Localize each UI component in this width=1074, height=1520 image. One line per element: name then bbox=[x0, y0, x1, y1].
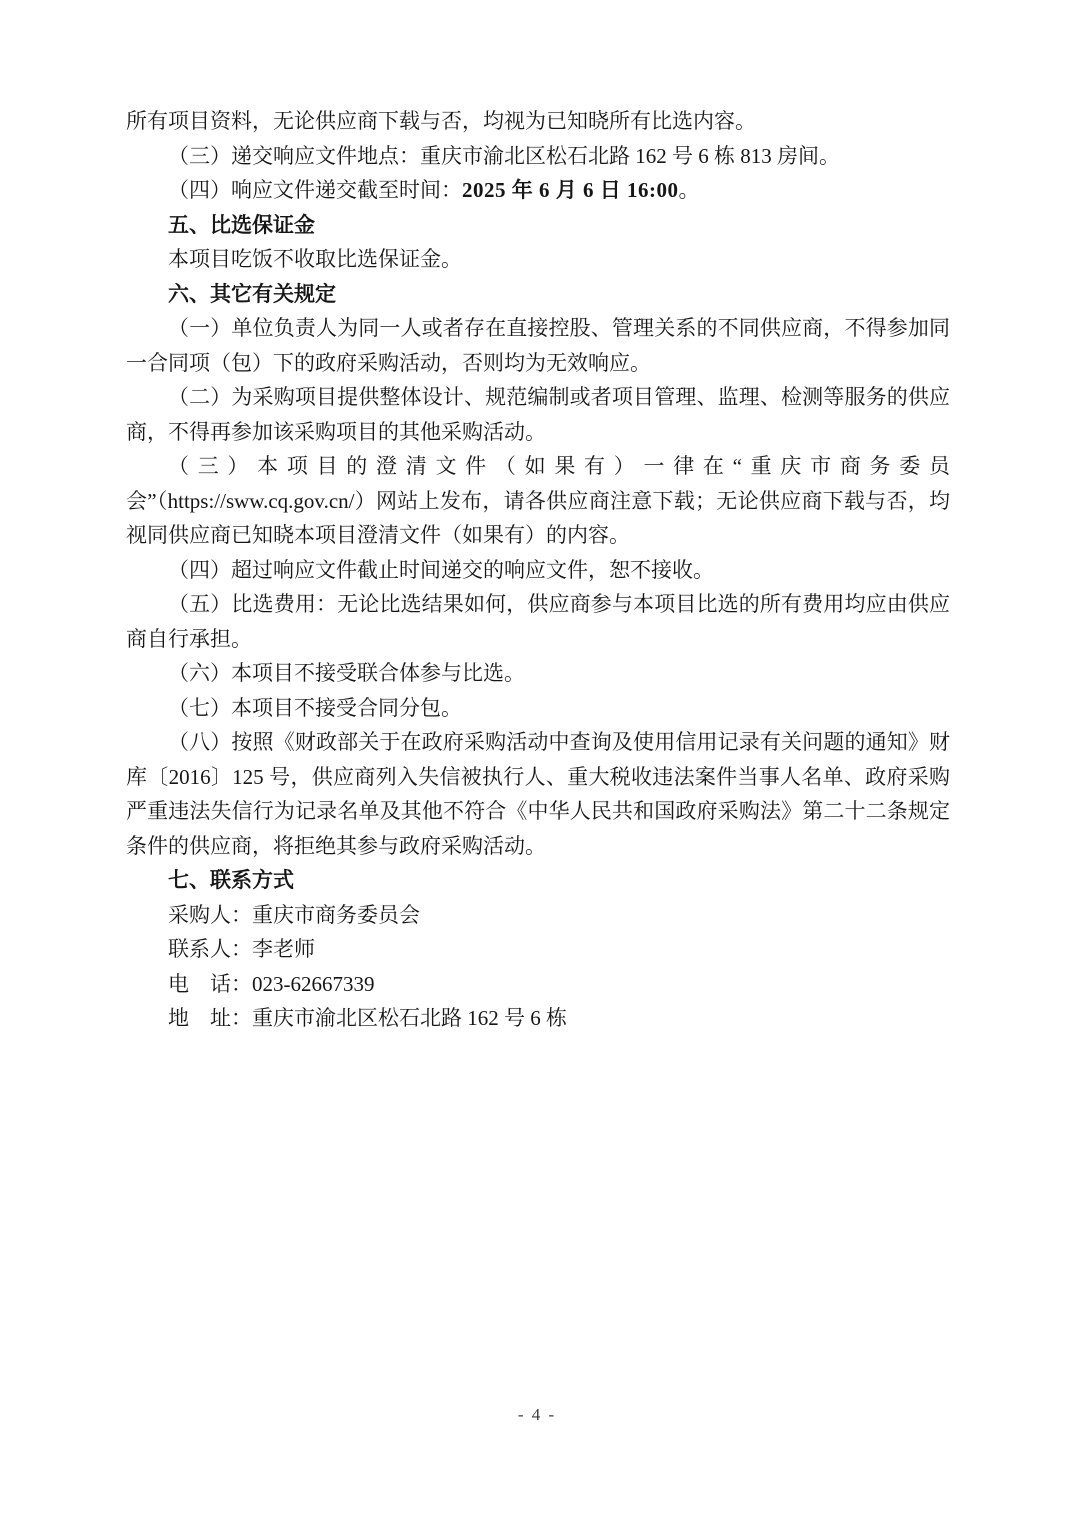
paragraph-item4-submission-deadline bbox=[126, 173, 950, 208]
contact-line-phone: 电 话：023-62667339 bbox=[168, 971, 375, 996]
paragraph-section6-item3: （三）本项目的澄清文件（如果有）一律在“重庆市商务委员会”（https://sww.cq.gov.cn/）网站上发布，请各供应商注意下载；无论供应商下载与否，均视同供应商已知晓本项目澄清文件（如果有）的内容。 bbox=[126, 454, 950, 547]
section5-heading-bid-deposit: 五、比选保证金 bbox=[168, 212, 315, 237]
paragraph-section6-item4: （四）超过响应文件截止时间递交的响应文件，恕不接收。 bbox=[168, 557, 714, 582]
deadline-datetime: 2025 年 6 月 6 日 16:00 bbox=[462, 178, 679, 202]
deadline-label: （四）响应文件递交截至时间： bbox=[168, 178, 462, 202]
paragraph-section6-item5: （五）比选费用：无论比选结果如何，供应商参与本项目比选的所有费用均应由供应商自行承担。 bbox=[126, 592, 950, 651]
paragraph-section6-item2: （二）为采购项目提供整体设计、规范编制或者项目管理、监理、检测等服务的供应商，不得再参加该采购项目的其他采购活动。 bbox=[126, 385, 950, 444]
section7-heading-contact-info: 七、联系方式 bbox=[168, 868, 294, 892]
paragraph-section6-item7: （七）本项目不接受合同分包。 bbox=[168, 695, 462, 720]
paragraph-section6-item1: （一）单位负责人为同一人或者存在直接控股、管理关系的不同供应商，不得参加同一合同项（包）下的政府采购活动，否则均为无效响应。 bbox=[126, 316, 950, 375]
contact-line-purchaser: 采购人：重庆市商务委员会 bbox=[168, 902, 420, 927]
page-number: - 4 - bbox=[517, 1405, 557, 1424]
section6-heading-other-provisions: 六、其它有关规定 bbox=[168, 281, 336, 306]
contact-line-contact-person: 联系人：李老师 bbox=[168, 937, 315, 961]
document-body bbox=[126, 104, 950, 1036]
deadline-period: 。 bbox=[678, 178, 700, 202]
paragraph-intro-tail: 所有项目资料，无论供应商下载与否，均视为已知晓所有比选内容。 bbox=[126, 109, 756, 133]
paragraph-section6-item6: （六）本项目不接受联合体参与比选。 bbox=[168, 661, 525, 685]
paragraph-item3-submission-location: （三）递交响应文件地点：重庆市渝北区松石北路 162 号 6 栋 813 房间。 bbox=[168, 143, 840, 168]
contact-line-address: 地 址：重庆市渝北区松石北路 162 号 6 栋 bbox=[168, 1006, 567, 1030]
paragraph-section6-item8: （八）按照《财政部关于在政府采购活动中查询及使用信用记录有关问题的通知》财库〔2016〕125 号，供应商列入失信被执行人、重大税收违法案件当事人名单、政府采购严重违法失信行为记录名单及其他不符合《中华人民共和国政府采购法》第二十二条规定条件的供应商，将拒绝其参与政府采购活动。 bbox=[126, 730, 950, 858]
paragraph-section5-body: 本项目吃饭不收取比选保证金。 bbox=[168, 247, 462, 271]
